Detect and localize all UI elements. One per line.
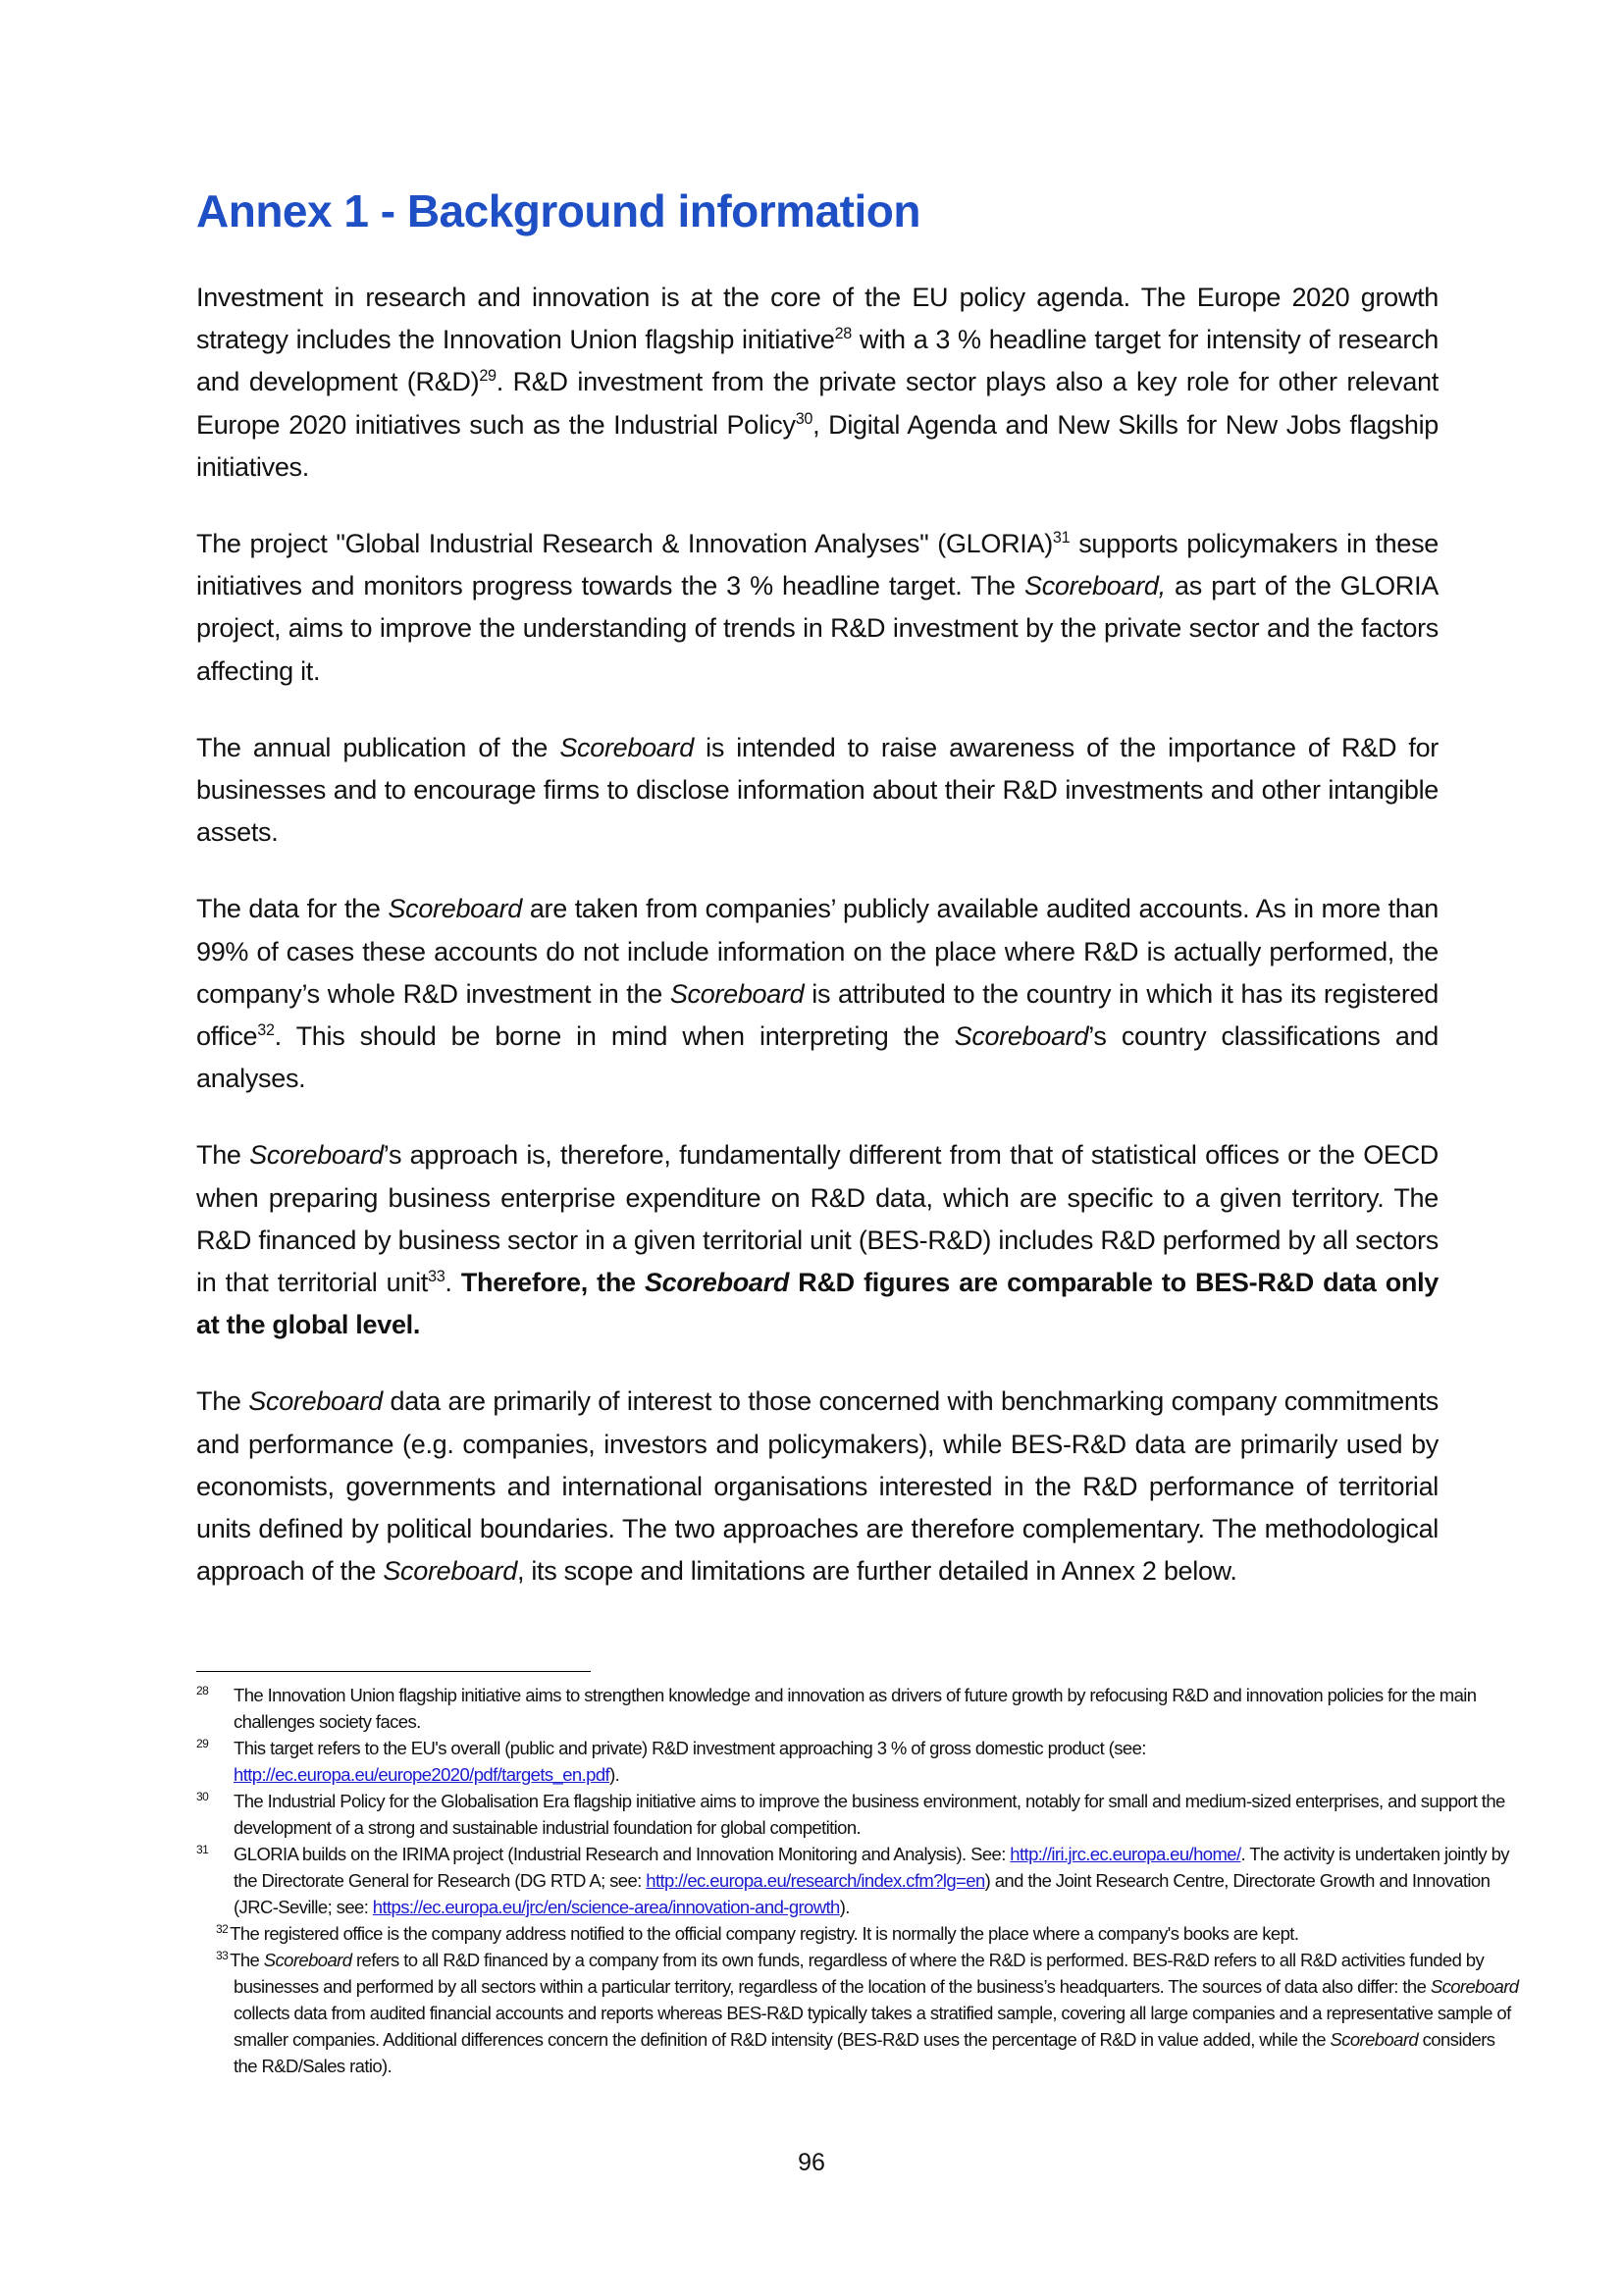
footnote-reference: 33 <box>428 1268 445 1286</box>
footnote <box>196 1682 1521 1735</box>
italic-text: Scoreboard <box>559 732 694 762</box>
italic-text: Scoreboard <box>248 1386 383 1417</box>
text-run: The registered office is the company address notified to the official company registry. It is normally the place where a company's books are kept. <box>230 1923 1299 1944</box>
text-run: ). <box>839 1897 850 1917</box>
text-run: . R&D investment from the private sector plays also a key role for other relevant Europe 2020 initiatives such as the Industrial Policy <box>196 367 1439 440</box>
paragraph <box>196 523 1439 693</box>
paragraph <box>196 888 1439 1100</box>
text-run: collects data from audited financial accounts and reports whereas BES-R&D typically takes a stratified sample, covering all large companies and a representative sample of smaller companies. Additional differences concern the definition of R&D intensity (BES-R&D uses the percentage of R&D in value added, while the <box>234 2003 1511 2050</box>
italic-text: Scoreboard <box>669 978 805 1009</box>
body-text <box>196 277 1439 1627</box>
text-run: The <box>196 1386 249 1417</box>
footnote-number: 32 <box>216 1921 229 1936</box>
page-title: Annex 1 - Background information <box>196 185 920 236</box>
text-run: refers to all R&D financed by a company from its own funds, regardless of where the R&D is performed. BES-R&D refers to all R&D activities funded by businesses and performed by all sectors within a particular territory, regardless of the location of the business’s headquarters. The sources of data also differ: the <box>234 1950 1485 1997</box>
paragraph <box>196 727 1439 855</box>
text-run: ’s country classifications and analyses. <box>196 1021 1440 1094</box>
text-run: The <box>230 1950 264 1970</box>
text-run: data are primarily of interest to those concerned with benchmarking company commitments and performance (e.g. companies, investors and policymakers), while BES-R&D data are primarily used by economists, governments and international organisations interested in the R&D performance of territorial units defined by political boundaries. The two approaches are therefore complementary. The methodological approach of the <box>196 1386 1439 1587</box>
text-run: The Innovation Union flagship initiative aims to strengthen knowledge and innovation as drivers of future growth by refocusing R&D and innovation policies for the main challenges society faces. <box>234 1685 1477 1732</box>
text-run: The data for the <box>196 894 389 924</box>
page-number: 96 <box>798 2149 825 2176</box>
footnote-number: 31 <box>196 1843 209 1856</box>
text-run: The project "Global Industrial Research & Innovation Analyses" (GLORIA) <box>196 529 1053 559</box>
text-run: ). <box>609 1764 620 1785</box>
paragraph <box>196 277 1439 489</box>
text-run: The <box>196 1140 250 1171</box>
footnote <box>196 1947 1521 2079</box>
footnote-reference: 32 <box>257 1021 275 1040</box>
paragraph <box>196 1134 1439 1346</box>
bold-italic-text: Scoreboard <box>644 1268 790 1298</box>
text-run: This target refers to the EU's overall (public and private) R&D investment approaching 3 % of gross domestic product (see: <box>234 1738 1146 1758</box>
text-run: . <box>445 1268 461 1298</box>
footnote-link[interactable]: http://ec.europa.eu/europe2020/pdf/targets_en.pdf <box>234 1764 610 1785</box>
footnotes <box>196 1682 1521 2079</box>
italic-text: Scoreboard <box>954 1021 1089 1052</box>
text-run: with a 3 % headline target for intensity of research and development (R&D) <box>196 325 1439 397</box>
paragraph <box>196 1381 1439 1592</box>
text-run: The Industrial Policy for the Globalisation Era flagship initiative aims to improve the business environment, notably for small and medium-sized enterprises, and support the development of a strong and sustainable industrial foundation for global competition. <box>234 1791 1505 1838</box>
footnote-divider <box>196 1671 591 1672</box>
text-run: supports policymakers in these initiatives and monitors progress towards the 3 % headline target. The <box>196 529 1439 601</box>
bold-text: R&D figures are comparable to BES-R&D data only at the global level. <box>196 1268 1439 1340</box>
text-run: , Digital Agenda and New Skills for New Jobs flagship initiatives. <box>196 409 1439 482</box>
text-run: . This should be borne in mind when interpreting the <box>274 1021 955 1052</box>
footnote-reference: 29 <box>479 367 497 386</box>
italic-text: Scoreboard <box>263 1950 352 1970</box>
footnote-number: 30 <box>196 1790 209 1803</box>
text-run: , its scope and limitations are further detailed in Annex 2 below. <box>516 1556 1237 1587</box>
italic-text: Scoreboard <box>249 1140 384 1171</box>
text-run: . The activity is undertaken jointly by the Directorate General for Research (DG RTD A; see: <box>234 1844 1509 1891</box>
bold-text: Therefore, the <box>460 1268 645 1298</box>
italic-text: Scoreboard <box>1430 1976 1519 1997</box>
italic-text: Scoreboard <box>388 894 523 924</box>
footnote-number: 28 <box>196 1684 209 1697</box>
footnote-reference: 30 <box>795 409 813 428</box>
footnote <box>196 1735 1521 1788</box>
footnote-reference: 28 <box>834 325 852 343</box>
italic-text: Scoreboard <box>1330 2029 1419 2050</box>
footnote-number: 33 <box>216 1948 229 1962</box>
text-run: as part of the GLORIA project, aims to improve the understanding of trends in R&D investment by the private sector and the factors affecting it. <box>196 571 1439 686</box>
footnote <box>196 1841 1521 1920</box>
text-run: GLORIA builds on the IRIMA project (Industrial Research and Innovation Monitoring and Analysis). See: <box>234 1844 1011 1864</box>
text-run: ’s approach is, therefore, fundamentally different from that of statistical offices or the OECD when preparing business enterprise expenditure on R&D data, which are specific to a given territory. The R&D financed by business sector in a given territorial unit (BES-R&D) includes R&D performed by all sectors in that territorial unit <box>196 1140 1439 1298</box>
footnote-link[interactable]: http://ec.europa.eu/research/index.cfm?lg=en <box>646 1870 985 1891</box>
text-run: Investment in research and innovation is at the core of the EU policy agenda. The Europe 2020 growth strategy includes the Innovation Union flagship initiative <box>196 283 1439 355</box>
text-run: are taken from companies’ publicly available audited accounts. As in more than 99% of cases these accounts do not include information on the place where R&D is actually performed, the company’s whole R&D investment in the <box>196 894 1440 1009</box>
text-run: considers the R&D/Sales ratio). <box>234 2029 1495 2076</box>
text-run: is intended to raise awareness of the importance of R&D for businesses and to encourage firms to disclose information about their R&D investments and other intangible assets. <box>196 732 1439 848</box>
footnote-number: 29 <box>196 1737 209 1750</box>
text-run: ) and the Joint Research Centre, Directorate Growth and Innovation (JRC-Seville; see: <box>234 1870 1491 1917</box>
italic-text: Scoreboard <box>383 1556 517 1587</box>
text-run: is attributed to the country in which it has its registered office <box>196 978 1439 1052</box>
footnote-link[interactable]: https://ec.europa.eu/jrc/en/science-area/innovation-and-growth <box>372 1897 840 1917</box>
italic-text: Scoreboard, <box>1024 571 1166 601</box>
footnote <box>196 1788 1521 1841</box>
text-run: The annual publication of the <box>196 732 560 762</box>
footnote-reference: 31 <box>1052 529 1071 548</box>
footnote-link[interactable]: http://iri.jrc.ec.europa.eu/home/ <box>1010 1844 1241 1864</box>
footnote <box>196 1920 1521 1947</box>
